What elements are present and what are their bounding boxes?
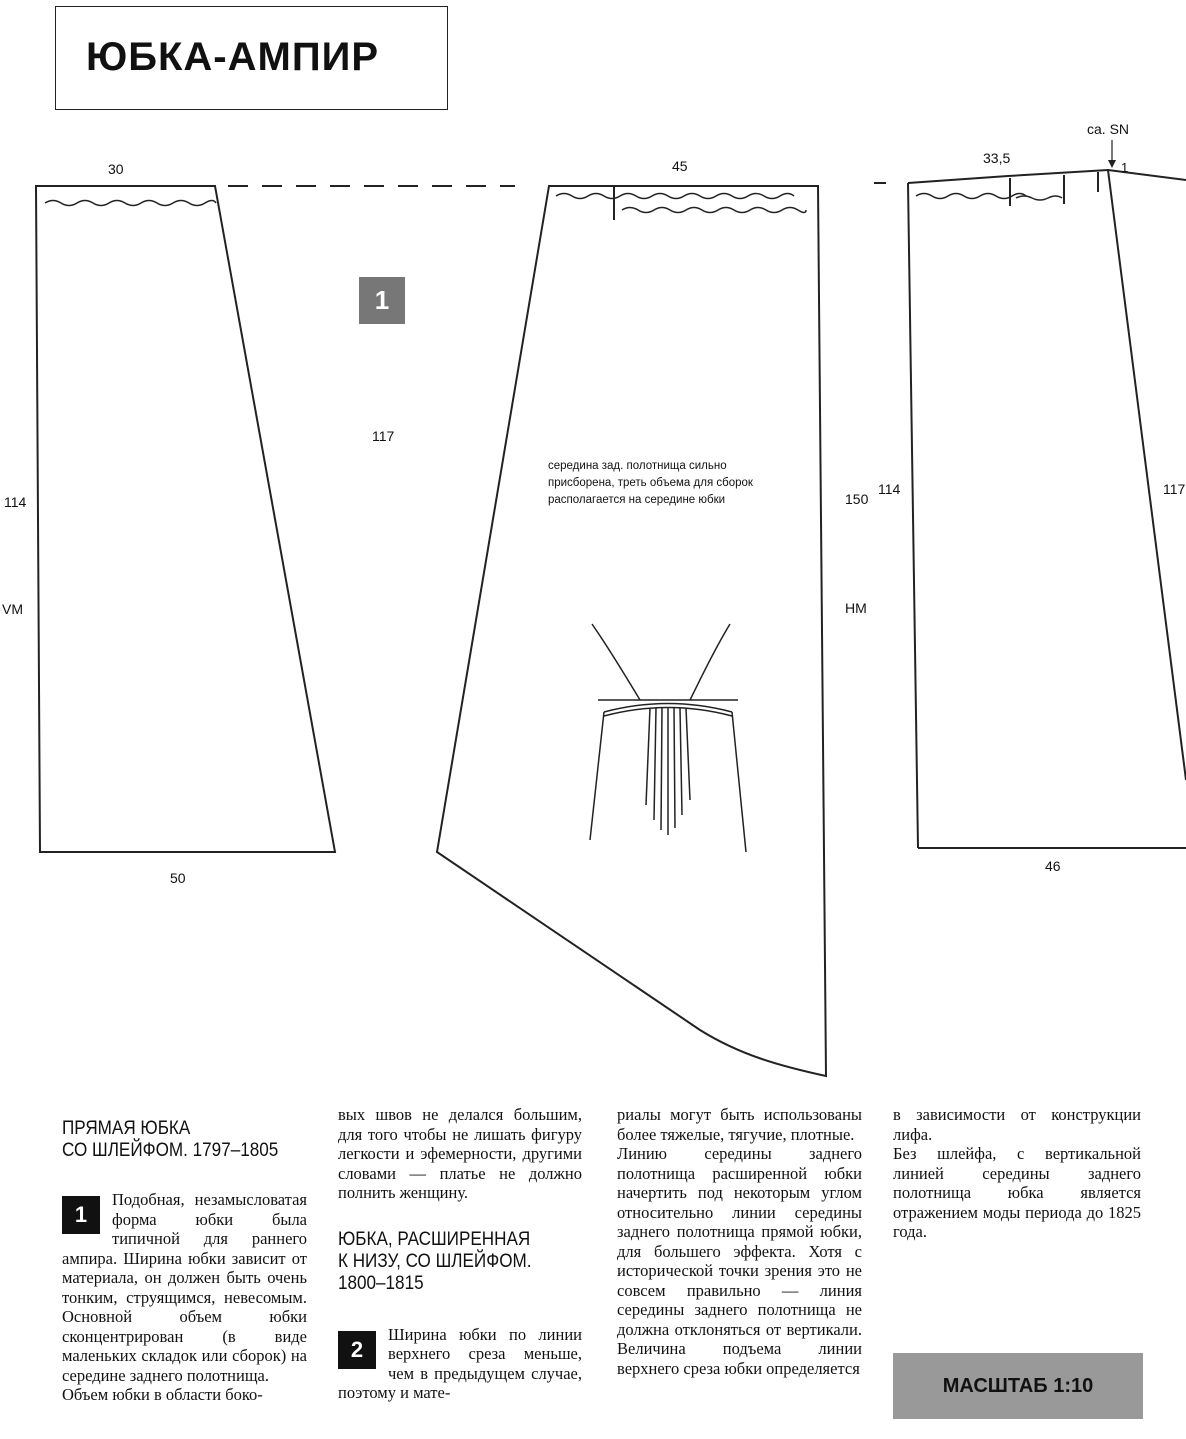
section-number-badge-2: 2 (338, 1331, 376, 1369)
heading-line: ЮБКА, РАСШИРЕННАЯ (338, 1228, 531, 1250)
figure-number-badge: 1 (359, 277, 405, 324)
paragraph: Объем юбки в области боко- (62, 1385, 263, 1404)
paragraph: Без шлейфа, с вертикальной линией середины заднего полотнища юбка является отражением моды периода до 1825 года. (893, 1144, 1141, 1241)
pattern-piece-1 (36, 186, 335, 852)
gather-line-1 (45, 201, 216, 206)
gather-line-2a (556, 194, 794, 199)
pattern-piece-3-left (908, 183, 918, 848)
sn-arrow-head (1108, 160, 1116, 168)
skirt-back-illustration (590, 624, 746, 852)
pattern-note-line: присборена, треть объема для сборок (548, 477, 753, 489)
p1-left-mark: VM (2, 601, 23, 617)
p3-right-label: 117 (1163, 481, 1186, 497)
section-heading-2 (338, 1229, 558, 1295)
paragraph: вых швов не делался большим, для того чтобы не лишать фигуру легкости и эфемерности, другими словами — платье не должно полнить женщину. (338, 1105, 582, 1202)
p1-bottom-label: 50 (170, 870, 186, 886)
paragraph: в зависимости от конструкции лифа. (893, 1105, 1141, 1144)
text-column-4 (893, 1105, 1141, 1242)
p2-left-label: 117 (372, 428, 395, 444)
scale-label: МАСШТАБ 1:10 (893, 1353, 1143, 1419)
pattern-piece-2 (437, 186, 826, 1076)
gather-line-2b (622, 208, 806, 213)
pattern-note (548, 458, 788, 509)
gather-line-3b (1016, 196, 1062, 200)
paragraph: Подобная, незамысловатая форма юбки была типичной для раннего ампира. Ширина юбки зависит от материала, он должен быть очень тонким, струящимся, невесомым. Основной объем юбки сконцентрирован (в виде маленьких складок или сборок) на середине заднего полотнища. (62, 1190, 307, 1385)
section-number-badge-1: 1 (62, 1196, 100, 1234)
p3-left-label: 114 (878, 481, 901, 497)
p2-right-label: 150 (845, 491, 869, 507)
heading-line: СО ШЛЕЙФОМ. 1797–1805 (62, 1140, 279, 1161)
text-column-1 (62, 1118, 307, 1405)
p1-top-label: 30 (108, 161, 124, 177)
page-title: ЮБКА-АМПИР (86, 35, 380, 79)
p3-top-small-label: 1 (1121, 160, 1129, 175)
heading-line: 1800–1815 (338, 1272, 424, 1294)
text-column-2 (338, 1105, 582, 1403)
heading-line: К НИЗУ, СО ШЛЕЙФОМ. (338, 1250, 532, 1272)
pattern-note-line: располагается на середине юбки (548, 494, 726, 506)
p1-left-label: 114 (4, 494, 27, 510)
text-column-3 (617, 1105, 862, 1378)
p3-top-label: 33,5 (983, 150, 1011, 166)
p3-sn-mark: ca. SN (1087, 121, 1130, 137)
pattern-piece-3-right (1108, 170, 1186, 780)
p2-right-mark: HM (845, 600, 867, 616)
heading-line: ПРЯМАЯ ЮБКА (62, 1118, 191, 1139)
pattern-piece-3-top (908, 170, 1186, 183)
paragraph: Линию середины заднего полотнища расширенной юбки начертить под некоторым углом относительно линии середины заднего полотнища прямой юбки, для большего эффекта. Хотя с исторической точки зрения это не совсем правильно — линия середины заднего полотнища не должна отклоняться от вертикали. Величина подъема линии верхнего среза юбки определяется (617, 1144, 862, 1378)
p2-top-label: 45 (672, 158, 688, 174)
paragraph: риалы могут быть использованы более тяжелые, тягучие, плотные. (617, 1105, 862, 1144)
pattern-note-line: середина зад. полотнища сильно (548, 460, 727, 472)
section-heading-1 (62, 1118, 283, 1162)
p3-bottom-label: 46 (1045, 858, 1061, 874)
paragraph: Ширина юбки по линии верхнего среза меньше, чем в предыдущем случае, поэтому и мате- (338, 1324, 582, 1402)
